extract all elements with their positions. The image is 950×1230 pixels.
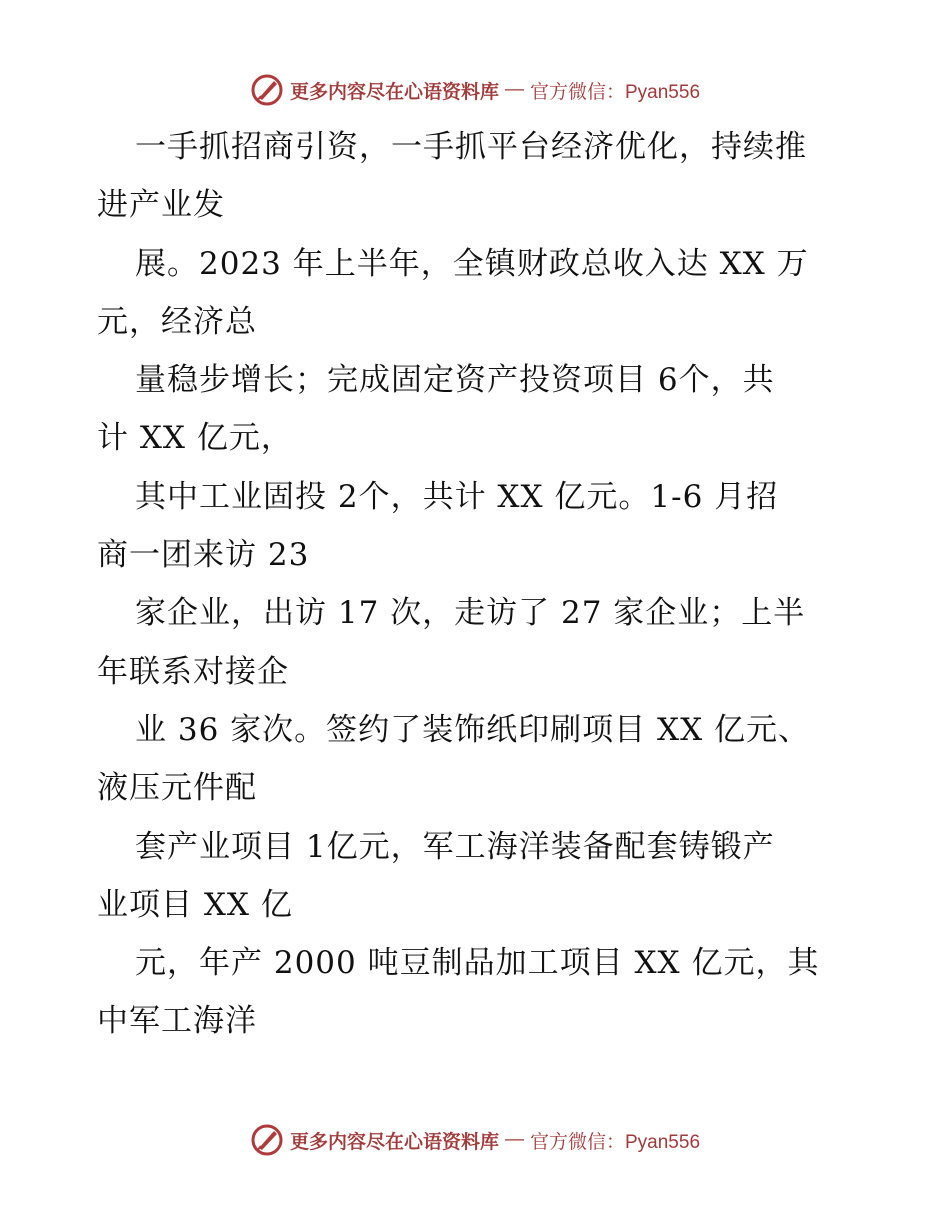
body-line: 一手抓招商引资，一手抓平台经济优化，持续推 <box>135 129 807 165</box>
body-line: 进产业发 <box>97 187 225 224</box>
body-line: 元，年产 2000 吨豆制品加工项目 XX 亿元，其 <box>135 945 820 982</box>
body-line: 液压元件配 <box>97 770 257 807</box>
header-banner-content <box>250 73 700 107</box>
body-line: 其中工业固投 2个，共计 XX 亿元。1-6 月招 <box>135 478 779 515</box>
document-body <box>97 118 857 1051</box>
body-line: 中军工海洋 <box>97 1003 257 1040</box>
footer-banner-brand: 更多内容尽在心语资料库 <box>289 1130 499 1153</box>
header-banner-wechat: 官方微信：Pyan556 <box>530 81 701 103</box>
body-line: 套产业项目 1亿元，军工海洋装备配套铸锻产 <box>135 828 775 865</box>
body-line: 业 36 家次。签约了装饰纸印刷项目 XX 亿元、 <box>135 711 810 748</box>
body-line: 计 XX 亿元， <box>97 420 293 457</box>
footer-banner-separator: — <box>505 1129 524 1150</box>
body-line: 商一团来访 23 <box>97 537 310 574</box>
quill-pen-logo-icon <box>250 73 284 107</box>
body-line: 元，经济总 <box>97 303 257 340</box>
body-line: 年联系对接企 <box>97 653 289 690</box>
body-line: 家企业，出访 17 次，走访了 27 家企业；上半 <box>135 595 806 632</box>
quill-pen-logo-icon <box>250 1123 284 1157</box>
footer-banner-content <box>250 1123 700 1157</box>
body-line: 业项目 XX 亿 <box>97 886 293 923</box>
header-banner-separator: — <box>505 79 524 100</box>
header-banner-brand: 更多内容尽在心语资料库 <box>289 80 499 103</box>
body-line: 量稳步增长；完成固定资产投资项目 6个，共 <box>135 362 775 399</box>
footer-banner-wechat: 官方微信：Pyan556 <box>530 1131 701 1153</box>
header-banner <box>0 70 950 110</box>
footer-banner <box>0 1120 950 1160</box>
body-line: 展。2023 年上半年，全镇财政总收入达 XX 万 <box>135 245 809 282</box>
